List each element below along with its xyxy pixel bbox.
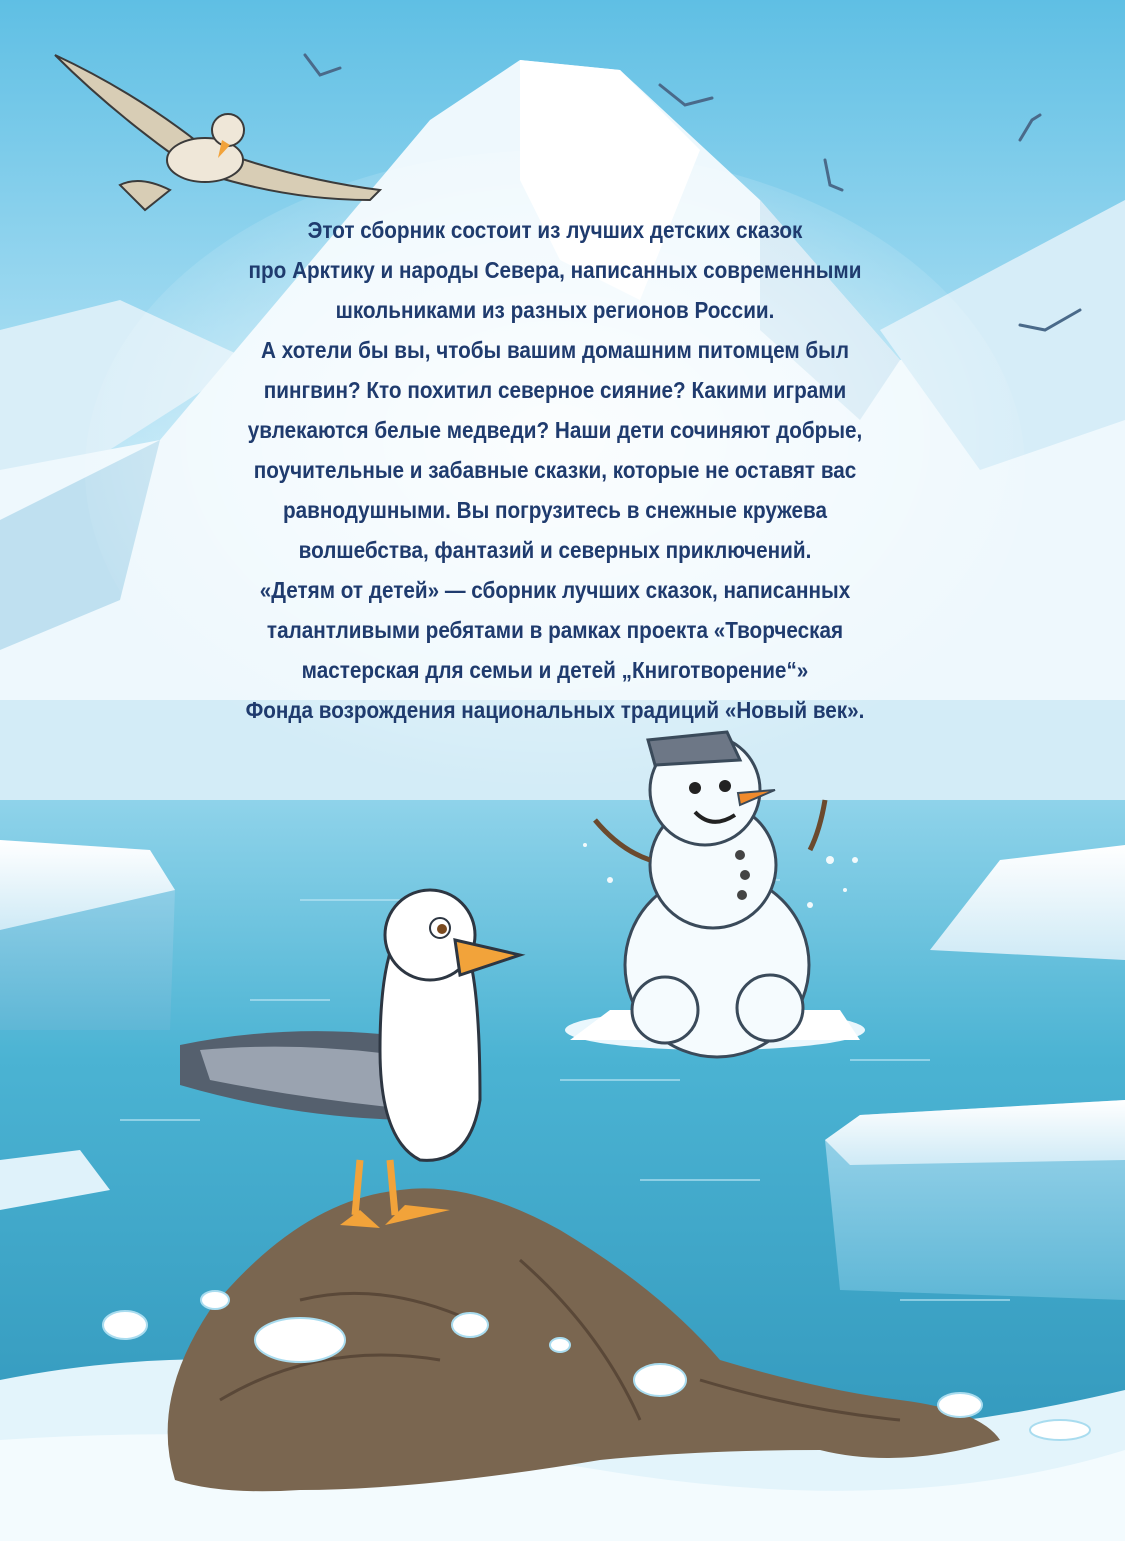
- blurb-line: увлекаются белые медведи? Наши дети сочиняют добрые,: [247, 417, 863, 443]
- blurb-line: А хотели бы вы, чтобы вашим домашним питомцем был: [260, 337, 850, 363]
- blurb-line: равнодушными. Вы погрузитесь в снежные кружева: [282, 497, 827, 523]
- cover-blurb-text: [204, 210, 906, 730]
- blurb-line: талантливыми ребятами в рамках проекта «Творческая: [266, 617, 844, 643]
- blurb-line: Фонда возрождения национальных традиций «Новый век».: [245, 697, 865, 723]
- blurb-line: «Детям от детей» — сборник лучших сказок, написанных: [259, 577, 851, 603]
- blurb-line: волшебства, фантазий и северных приключений.: [298, 537, 812, 563]
- blurb-line: мастерская для семьи и детей „Книготворение“»: [301, 657, 809, 683]
- blurb-line: про Арктику и народы Севера, написанных современными: [248, 257, 862, 283]
- blurb-line: школьниками из разных регионов России.: [335, 297, 775, 323]
- blurb-line: поучительные и забавные сказки, которые не оставят вас: [253, 457, 857, 483]
- blurb-line: пингвин? Кто похитил северное сияние? Какими играми: [263, 377, 847, 403]
- blurb-line: Этот сборник состоит из лучших детских сказок: [307, 217, 803, 243]
